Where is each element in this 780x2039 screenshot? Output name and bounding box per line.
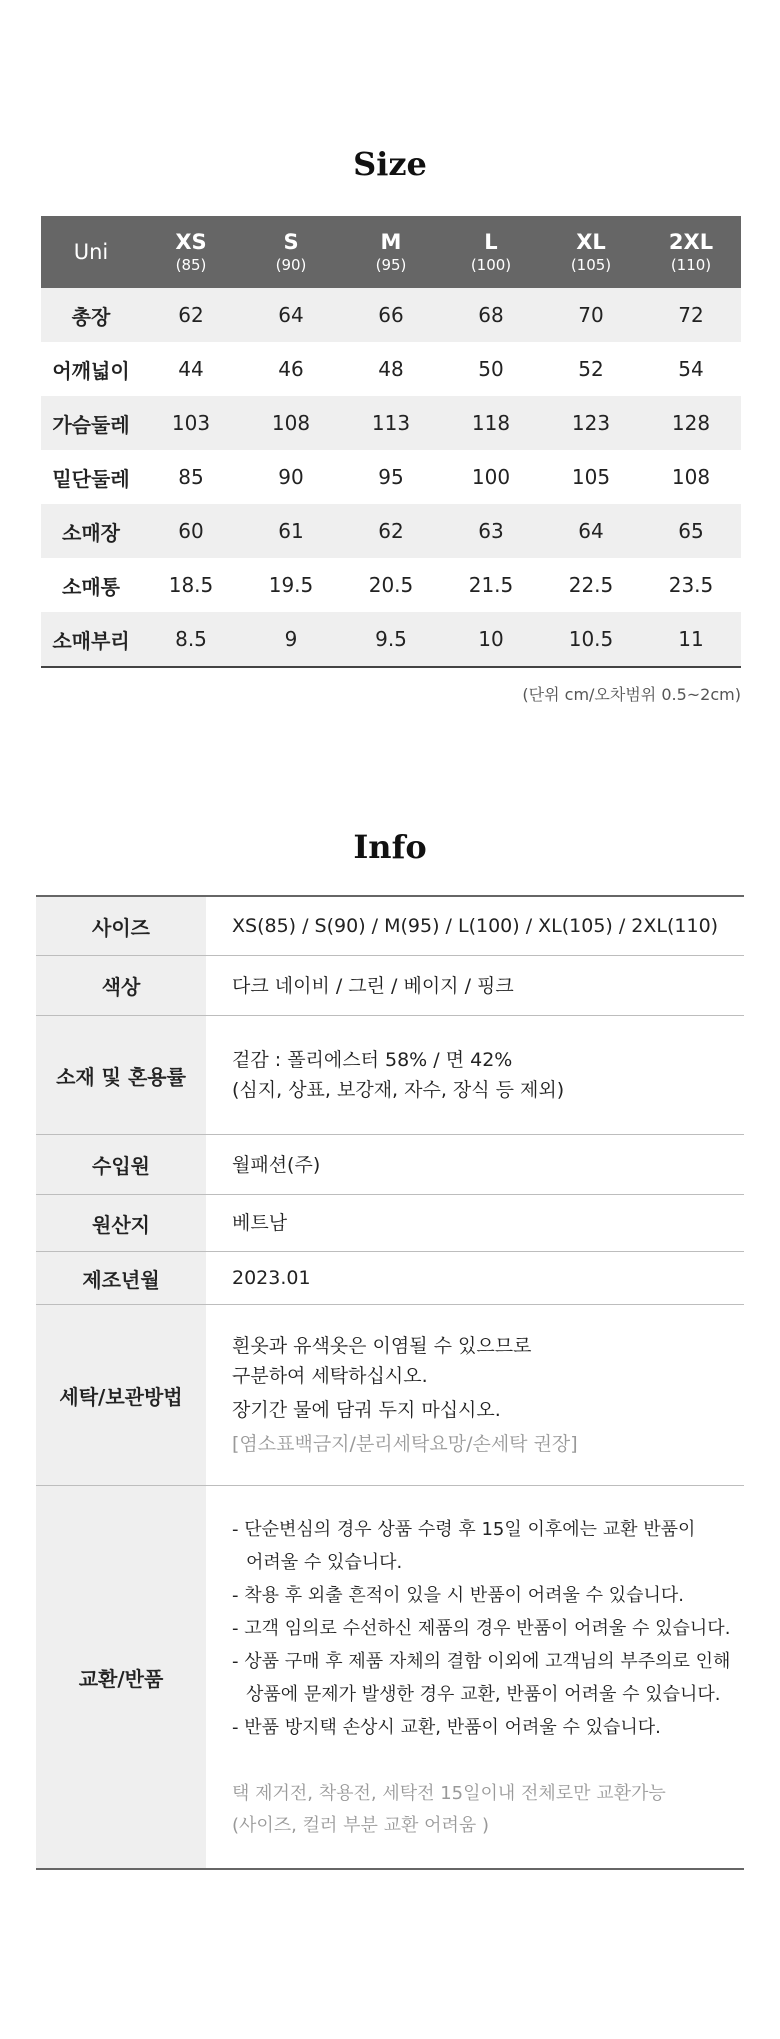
unit-label: Uni (41, 216, 141, 288)
wash-line: 구분하여 세탁하십시오. (232, 1365, 428, 1387)
row-label: 어깨넓이 (52, 358, 130, 383)
cell: 8.5 (141, 612, 241, 667)
table-row (41, 288, 741, 342)
row-label: 소매통 (62, 574, 120, 599)
cell: 63 (441, 504, 541, 558)
info-value: XS(85) / S(90) / M(95) / L(100) / XL(105) / 2XL(110) (232, 915, 719, 937)
cell: 9 (241, 612, 341, 667)
size-unit-note: (단위 cm/오차범위 0.5~2cm) (522, 685, 741, 704)
info-value (206, 1305, 744, 1486)
cell: 72 (641, 288, 741, 342)
table-row (41, 558, 741, 612)
info-section-title: Info (353, 828, 427, 866)
return-item-text: - 단순변심의 경우 상품 수령 후 15일 이후에는 교환 반품이 (232, 1518, 696, 1540)
cell: 21.5 (468, 573, 514, 597)
size-section-title: Size (353, 145, 427, 183)
cell: 60 (141, 504, 241, 558)
info-label: 제조년월 (36, 1252, 206, 1305)
cell: 23.5 (668, 573, 714, 597)
table-row (41, 342, 741, 396)
cell: 10.5 (541, 612, 641, 667)
row-label: 밑단둘레 (52, 466, 130, 491)
cell: 9.5 (341, 612, 441, 667)
wash-care-symbols: [염소표백금지/분리세탁요망/손세탁 권장] (232, 1433, 578, 1455)
info-row-origin (36, 1195, 744, 1252)
size-name: 2XL (668, 230, 714, 254)
return-item: - 고객 임의로 수선하신 제품의 경우 반품이 어려울 수 있습니다. (232, 1617, 731, 1639)
cell: 113 (341, 396, 441, 450)
size-col-2xl (641, 216, 741, 288)
return-note-line: 택 제거전, 착용전, 세탁전 15일이내 전체로만 교환가능 (232, 1782, 666, 1804)
return-item: - 반품 방지택 손상시 교환, 반품이 어려울 수 있습니다. (232, 1716, 661, 1738)
cell: 123 (541, 396, 641, 450)
info-value: 월패션(주) (232, 1153, 321, 1176)
cell: 105 (571, 465, 611, 489)
size-number: (110) (670, 256, 712, 274)
info-row-manufacture-date (36, 1252, 744, 1305)
cell: 11 (641, 612, 741, 667)
size-name: XL (576, 230, 606, 254)
cell: 52 (578, 357, 604, 381)
cell: 61 (241, 504, 341, 558)
cell: 68 (441, 288, 541, 342)
size-table-header (41, 216, 741, 288)
info-table (36, 895, 744, 1870)
cell: 108 (241, 396, 341, 450)
info-label: 세탁/보관방법 (36, 1305, 206, 1486)
cell: 65 (641, 504, 741, 558)
size-name: L (484, 230, 498, 254)
return-item-text: 어려울 수 있습니다. (246, 1551, 403, 1573)
cell: 90 (278, 465, 304, 489)
cell: 48 (378, 357, 404, 381)
info-label: 소재 및 혼용률 (36, 1016, 206, 1135)
table-row (41, 396, 741, 450)
wash-line: 장기간 물에 담궈 두지 마십시오. (232, 1399, 501, 1421)
info-value: 베트남 (232, 1212, 288, 1234)
row-label: 소매장 (41, 504, 141, 558)
cell: 64 (541, 504, 641, 558)
cell: 118 (441, 396, 541, 450)
info-label: 색상 (36, 956, 206, 1016)
size-number: (105) (570, 256, 612, 274)
cell: 70 (541, 288, 641, 342)
cell: 108 (671, 465, 711, 489)
return-note-line: (사이즈, 컬러 부분 교환 어려움 ) (232, 1814, 490, 1836)
size-number: (90) (275, 256, 307, 274)
cell: 22.5 (568, 573, 614, 597)
cell: 64 (241, 288, 341, 342)
info-label: 원산지 (36, 1195, 206, 1252)
info-value: 2023.01 (232, 1267, 311, 1289)
info-label: 사이즈 (36, 896, 206, 956)
cell: 66 (341, 288, 441, 342)
cell: 54 (678, 357, 704, 381)
info-value: 다크 네이비 / 그린 / 베이지 / 핑크 (232, 974, 514, 997)
row-label: 가슴둘레 (41, 396, 141, 450)
return-item (232, 1513, 744, 1579)
return-item (232, 1645, 744, 1711)
cell: 19.5 (268, 573, 314, 597)
table-row (41, 612, 741, 667)
size-name: S (283, 230, 299, 254)
info-row-importer (36, 1135, 744, 1195)
table-row (41, 450, 741, 504)
size-name: M (380, 230, 402, 254)
info-row-size (36, 896, 744, 956)
size-table (41, 216, 741, 668)
return-note (232, 1778, 744, 1842)
cell: 62 (341, 504, 441, 558)
cell: 100 (471, 465, 511, 489)
cell: 95 (378, 465, 404, 489)
size-name: XS (175, 230, 207, 254)
info-label: 수입원 (36, 1135, 206, 1195)
cell: 85 (178, 465, 204, 489)
size-number: (95) (375, 256, 407, 274)
row-label: 소매부리 (41, 612, 141, 667)
cell: 128 (641, 396, 741, 450)
size-number: (100) (470, 256, 512, 274)
info-row-washing (36, 1305, 744, 1486)
material-line: 겉감 : 폴리에스터 58% / 면 42% (232, 1049, 513, 1071)
size-number: (85) (175, 256, 207, 274)
cell: 18.5 (168, 573, 214, 597)
cell: 20.5 (368, 573, 414, 597)
return-item: - 착용 후 외출 흔적이 있을 시 반품이 어려울 수 있습니다. (232, 1584, 684, 1606)
cell: 62 (141, 288, 241, 342)
wash-line: 흰옷과 유색옷은 이염될 수 있으므로 (232, 1335, 532, 1357)
size-col-xs (141, 216, 241, 288)
cell: 50 (478, 357, 504, 381)
info-row-return (36, 1486, 744, 1870)
info-value (206, 1486, 744, 1870)
table-row (41, 504, 741, 558)
material-line: (심지, 상표, 보강재, 자수, 장식 등 제외) (232, 1079, 565, 1101)
size-col-xl (541, 216, 641, 288)
size-col-s (241, 216, 341, 288)
cell: 10 (441, 612, 541, 667)
info-value (206, 1016, 744, 1135)
return-item-text: - 상품 구매 후 제품 자체의 결함 이외에 고객님의 부주의로 인해 (232, 1650, 731, 1672)
info-row-color (36, 956, 744, 1016)
return-item-text: 상품에 문제가 발생한 경우 교환, 반품이 어려울 수 있습니다. (246, 1683, 721, 1705)
row-label: 총장 (41, 288, 141, 342)
cell: 46 (278, 357, 304, 381)
size-col-m (341, 216, 441, 288)
size-col-l (441, 216, 541, 288)
info-label: 교환/반품 (36, 1486, 206, 1870)
info-row-material (36, 1016, 744, 1135)
cell: 103 (141, 396, 241, 450)
cell: 44 (178, 357, 204, 381)
